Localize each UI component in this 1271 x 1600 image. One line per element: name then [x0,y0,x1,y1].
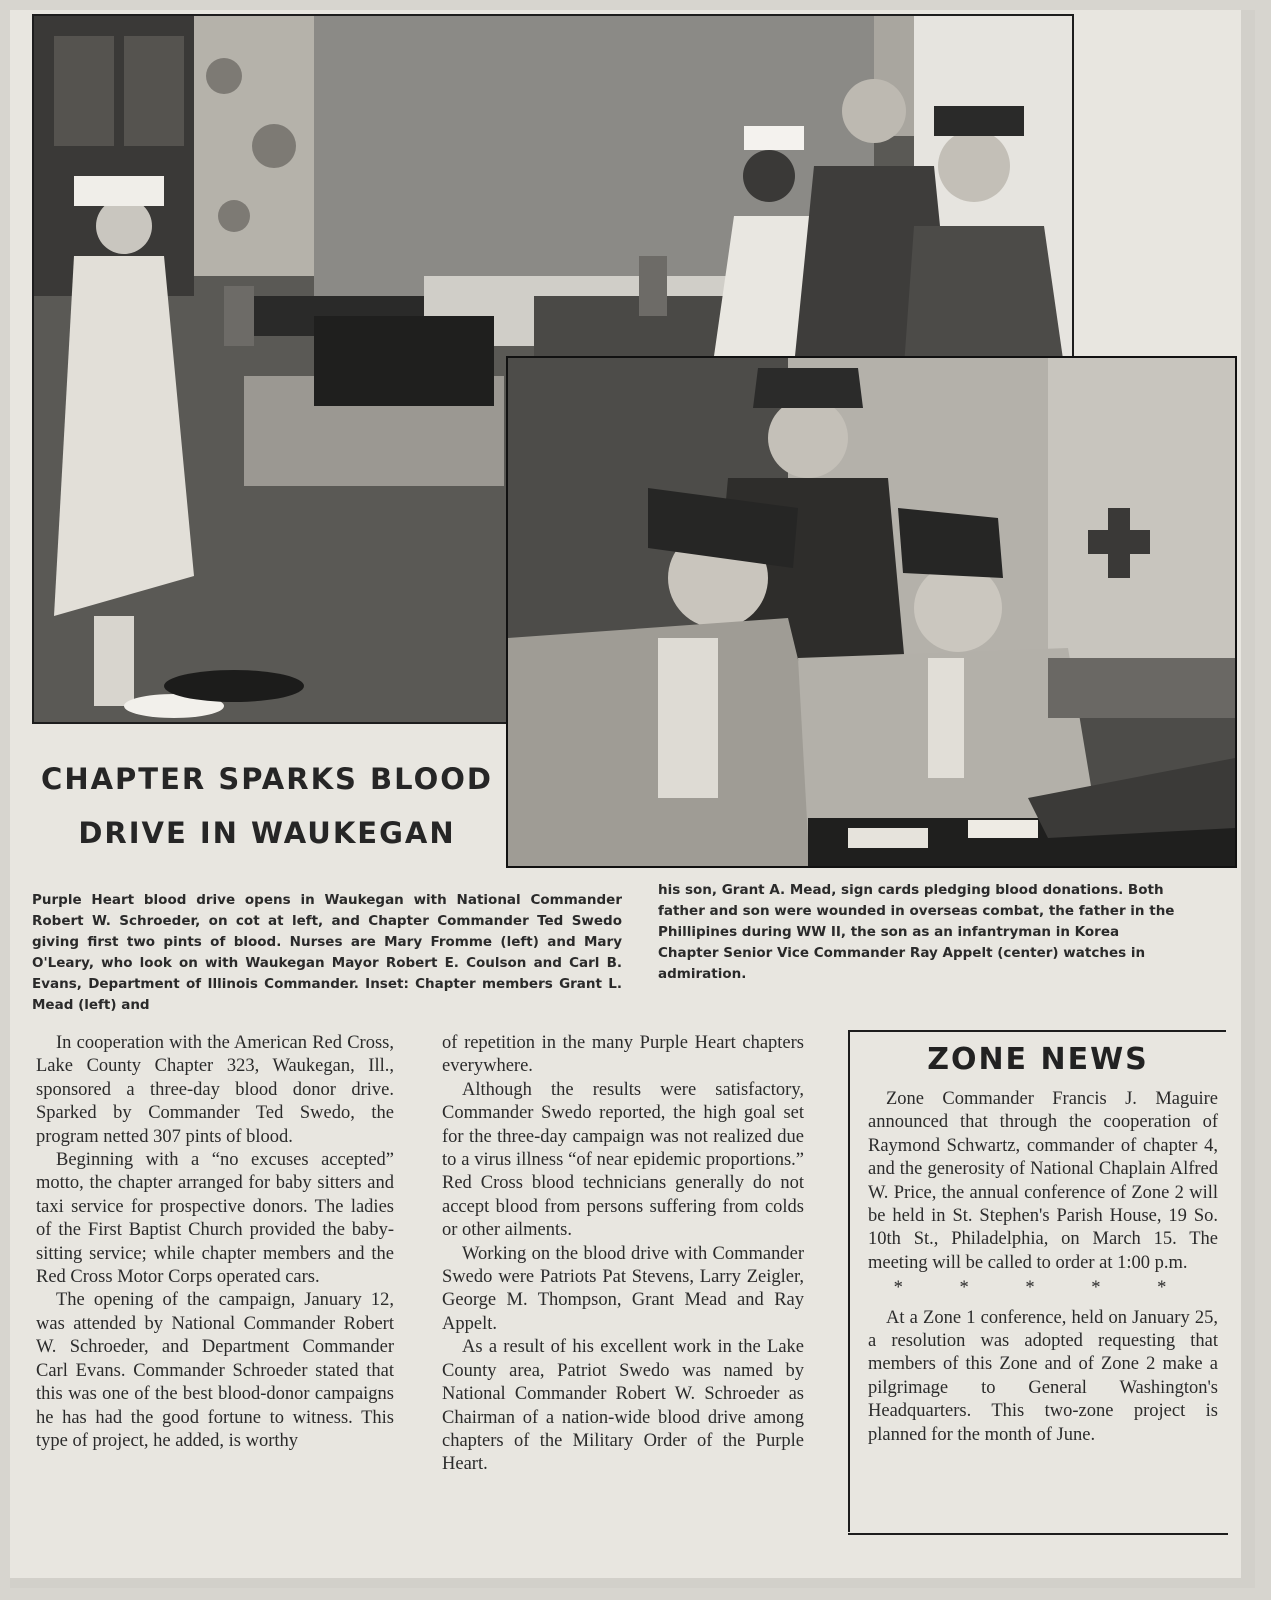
zone-news-text [868,1088,1218,1447]
caption-right-line: his son, Grant A. Mead, sign cards pledging blood donations. Both [658,882,1164,898]
article-paragraph: The opening of the campaign, January 12, was attended by National Commander Robert W. Schroeder, and Department Commander Carl Evans. Commander Schroeder stated that this was one of the best blood-donor campaigns he has had the good fortune to witness. This type of project, he added, is worthy [36,1290,394,1451]
headline-line-1: CHAPTER SPARKS BLOOD [41,762,493,796]
photo-caption-left: Purple Heart blood drive opens in Waukegan with National Commander Robert W. Schroeder, on cot at left, and Chapter Commander Ted Swedo giving first two pints of blood. Nurses are Mary Fromme (left) and Mary O'Leary, who look on with Waukegan Mayor Robert E. Coulson and Carl B. Evans, Department of Illinois Commander. Inset: Chapter members Grant L. Mead (left) and [32,892,622,1013]
article-paragraph: Beginning with a “no excuses accepted” motto, the chapter arranged for baby sitters and taxi service for prospective donors. The ladies of the First Baptist Church provided the baby-sitting service; while chapter members and the Red Cross Motor Corps operated cars. [36,1150,394,1288]
caption-right-line: Chapter Senior Vice Commander Ray Appelt (center) watches in [658,945,1146,961]
caption-right-line: Phillipines during WW II, the son as an infantryman in Korea [658,924,1120,940]
zone-news-title: ZONE NEWS [927,1042,1149,1077]
page-bottom-edge [10,1578,1255,1588]
article-paragraph: As a result of his excellent work in the Lake County area, Patriot Swedo was named by National Commander Robert W. Schroeder as Chairman of a nation-wide blood drive among chapters of the Military Order of the Purple Heart. [442,1337,804,1475]
caption-right-line: father and son were wounded in overseas combat, the father in the [658,903,1175,919]
article-column-2 [442,1032,804,1572]
zone-news-separator: * * * * * [893,1278,1193,1299]
article-paragraph: Although the results were satisfactory, Commander Swedo reported, the high goal set for the three-day campaign was not realized due to a virus illness “of near epidemic proportions.” Red Cross blood technicians generally do not accept blood from persons suffering from colds or other ailments. [442,1079,804,1241]
zone-box-rule [848,1533,1228,1535]
article-column-1 [36,1032,394,1568]
caption-right-line: admiration. [658,966,747,982]
article-paragraph: of repetition in the many Purple Heart chapters everywhere. [442,1033,804,1077]
zone-news-paragraph: At a Zone 1 conference, held on January 25, a resolution was adopted requesting that members of this Zone and of Zone 2 make a pilgrimage to General Washington's Headquarters. This two-zone project is planned for the month of June. [868,1307,1218,1445]
page-margin [1241,10,1255,1588]
zone-news-box [848,1030,1226,1532]
article-paragraph: In cooperation with the American Red Cross, Lake County Chapter 323, Waukegan, Ill., sponsored a three-day blood donor drive. Sparked by Commander Ted Swedo, the program netted 307 pints of blood. [36,1033,394,1147]
photo-caption-right [658,880,1233,985]
magazine-page [10,10,1255,1588]
article-headline [32,752,502,860]
photo-icon [508,358,1235,866]
inset-signing-photo [506,356,1237,868]
headline-line-2: DRIVE IN WAUKEGAN [78,816,456,850]
article-paragraph: Working on the blood drive with Commander Swedo were Patriots Pat Stevens, Larry Zeigler, George M. Thompson, Grant Mead and Ray Appelt. [442,1243,804,1334]
zone-news-paragraph: Zone Commander Francis J. Maguire announced that through the cooperation of Raymond Schwartz, commander of chapter 4, and the generosity of National Chaplain Alfred W. Price, the annual conference of Zone 2 will be held in St. Stephen's Parish House, 19 So. 10th St., Philadelphia, on March 15. The meeting will be called to order at 1:00 p.m. [868,1089,1218,1273]
